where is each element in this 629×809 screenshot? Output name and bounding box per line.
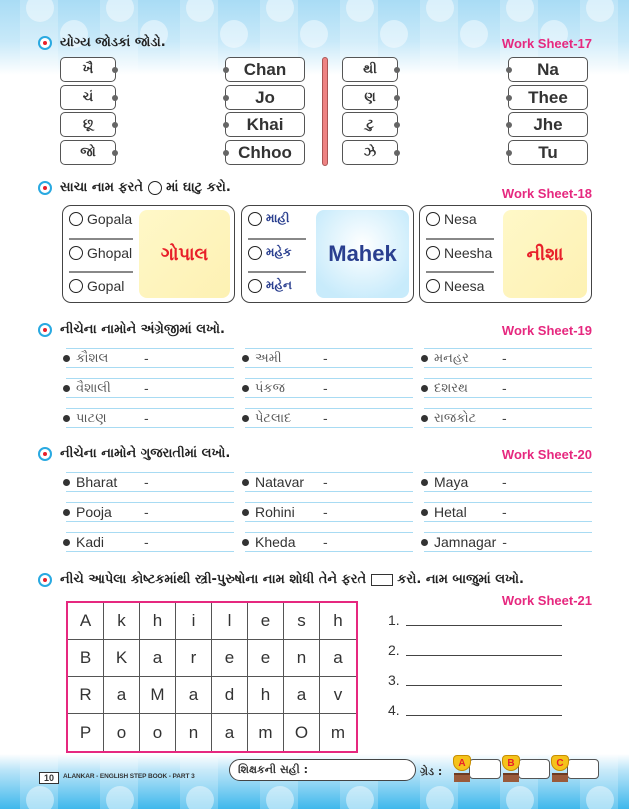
trophy-base [503,773,519,782]
connector-dot-icon[interactable] [223,67,229,73]
answer-underline [406,655,562,656]
grade-letter: B [502,755,520,771]
connector-dot-icon[interactable] [223,95,229,101]
write-line[interactable] [424,378,592,398]
worksheet-18-label: Work Sheet-18 [501,186,592,201]
name-label: અમી [255,350,282,366]
option-label: Gopal [87,278,125,294]
write-line[interactable] [245,348,413,368]
match-word: Tu [538,142,558,162]
target-bullet-icon [38,573,52,587]
option-label: માહી [266,211,290,225]
grid-cell[interactable]: a [320,640,356,677]
radio-circle-icon[interactable] [426,212,440,226]
radio-circle-icon[interactable] [426,246,440,260]
connector-dot-icon[interactable] [112,95,118,101]
circle-instruction-after: માં ઘાટુ કરો. [166,180,231,195]
grid-cell[interactable]: m [248,714,284,751]
grade-label: ગ્રેડ : [420,765,443,778]
option-label: મહેક [266,245,292,259]
bullet-icon [242,509,249,516]
target-bullet-icon [38,323,52,337]
page-number: 10 [39,772,59,784]
name-label: કૌશલ [76,350,109,366]
option-divider [426,271,494,273]
to-english-instruction: નીચેના નામોને અંગ્રેજીમાં લખો. [60,322,225,337]
trophy-icon [451,755,473,783]
bullet-icon [242,385,249,392]
dash-label: - [144,534,149,550]
left-gujarati-box[interactable] [60,85,116,110]
match-word: Jhe [533,114,563,134]
trophy-icon [500,755,522,783]
name-label: રાજકોટ [434,410,477,426]
write-line[interactable] [66,348,234,368]
option-2-3[interactable] [248,278,292,293]
left-gujarati-box[interactable] [60,112,116,137]
dash-label: - [144,504,149,520]
word-search-instruction-before: નીચે આપેલા કોષ્ટકમાંથી સ્ત્રી-પુરુષોના નામ શોધી તેને ફરતે [60,572,367,587]
match-word: ટુ [366,117,374,132]
match-word: થી [363,62,377,77]
connector-dot-icon[interactable] [506,150,512,156]
section-match-title [38,35,166,50]
answer-number: 4. [388,702,400,718]
write-line[interactable] [66,502,234,522]
box-shape-icon [371,574,393,586]
right-english-box[interactable] [508,140,588,165]
grade-checkbox[interactable] [567,759,599,779]
write-line[interactable] [424,472,592,492]
dash-label: - [323,350,328,366]
dash-label: - [144,474,149,490]
radio-circle-icon[interactable] [426,279,440,293]
to-gujarati-instruction: નીચેના નામોને ગુજરાતીમાં લખો. [60,446,231,461]
write-line[interactable] [424,408,592,428]
bullet-icon [63,355,70,362]
write-line[interactable] [245,532,413,552]
connector-dot-icon[interactable] [223,150,229,156]
target-bullet-icon [38,447,52,461]
connector-dot-icon[interactable] [223,122,229,128]
word-panel-neesha: નીશા [503,210,587,298]
match-word: Khai [246,114,284,134]
option-divider [248,238,306,240]
match-word: ચં [82,90,94,105]
match-word: જો [80,145,96,160]
connector-dot-icon[interactable] [506,122,512,128]
grade-checkbox[interactable] [469,759,501,779]
connector-dot-icon[interactable] [394,122,400,128]
option-divider [69,271,133,273]
radio-circle-icon[interactable] [69,212,83,226]
answer-underline [406,715,562,716]
answer-underline [406,685,562,686]
write-line[interactable] [245,502,413,522]
bullet-icon [242,539,249,546]
grid-cell[interactable]: n [284,640,320,677]
write-line[interactable] [424,348,592,368]
write-line[interactable] [66,378,234,398]
write-line[interactable] [66,408,234,428]
grid-cell[interactable]: a [140,640,176,677]
teacher-signature-field[interactable] [229,759,416,781]
grid-cell[interactable]: v [320,677,356,714]
right-english-box[interactable] [508,112,588,137]
answer-line[interactable] [388,612,562,628]
radio-circle-icon[interactable] [248,279,262,293]
connector-dot-icon[interactable] [112,150,118,156]
right-gujarati-box[interactable] [342,140,398,165]
dash-label: - [502,410,507,426]
option-3-1[interactable] [426,211,477,227]
write-line[interactable] [66,472,234,492]
write-line[interactable] [66,532,234,552]
dash-label: - [323,380,328,396]
bullet-icon [63,415,70,422]
bullet-icon [242,479,249,486]
answer-line[interactable] [388,642,562,658]
grid-cell[interactable]: o [104,714,140,751]
trophy-base [552,773,568,782]
right-gujarati-box[interactable] [342,85,398,110]
grid-cell[interactable]: r [176,640,212,677]
option-label: Nesa [444,211,477,227]
dash-label: - [502,504,507,520]
worksheet-19-label: Work Sheet-19 [501,323,592,338]
right-gujarati-box[interactable] [342,57,398,82]
worksheet-17-label: Work Sheet-17 [501,36,592,51]
option-label: Neesa [444,278,485,294]
teacher-signature-label: શિક્ષકની સહી : [238,763,308,776]
write-line[interactable] [245,378,413,398]
grid-cell[interactable]: k [104,603,140,640]
name-label: Kadi [76,534,105,550]
grade-checkbox[interactable] [518,759,550,779]
grid-cell[interactable]: m [330,722,346,742]
grid-cell[interactable]: P [68,714,104,751]
column-divider [322,57,328,166]
option-divider [248,271,306,273]
write-line[interactable] [245,472,413,492]
name-label: Maya [434,474,469,490]
grid-cell[interactable]: i [176,603,212,640]
bullet-icon [421,415,428,422]
grid-cell[interactable]: d [212,677,248,714]
write-line[interactable] [245,408,413,428]
grid-cell[interactable]: R [68,677,104,714]
answer-number: 3. [388,672,400,688]
word-search-grid [66,601,358,753]
option-1-1[interactable] [69,211,132,227]
grade-2 [549,755,599,783]
grid-cell[interactable]: O [284,714,320,751]
answer-underline [406,625,562,626]
answer-number: 1. [388,612,400,628]
bullet-icon [242,355,249,362]
grid-cell[interactable]: A [68,603,104,640]
match-instruction: યોગ્ય જોડકાં જોડો. [60,35,166,50]
radio-circle-icon[interactable] [69,246,83,260]
word-panel-gopal: ગોપાલ [139,210,230,298]
write-line[interactable] [424,532,592,552]
bullet-icon [421,355,428,362]
connector-dot-icon[interactable] [394,150,400,156]
worksheet-20-label: Work Sheet-20 [501,447,592,462]
right-english-box[interactable] [508,57,588,82]
dash-label: - [502,474,507,490]
grid-cell[interactable]: n [176,714,212,751]
choice-card-3 [419,205,592,303]
option-divider [69,238,133,240]
dash-label: - [323,504,328,520]
left-english-box[interactable] [225,85,305,110]
radio-circle-icon[interactable] [69,279,83,293]
option-1-2[interactable] [69,245,132,261]
match-word: ણ [364,90,376,105]
section-circle-title [38,180,231,195]
connector-dot-icon[interactable] [506,67,512,73]
name-label: Hetal [434,504,467,520]
bullet-icon [242,415,249,422]
connector-dot-icon[interactable] [394,95,400,101]
connector-dot-icon[interactable] [112,67,118,73]
left-english-box[interactable] [225,57,305,82]
grade-1 [500,755,550,783]
grid-cell[interactable]: o [140,714,176,751]
grid-cell[interactable]: M [140,677,176,714]
bullet-icon [63,479,70,486]
right-english-box[interactable] [508,85,588,110]
name-label: પંકજ [255,380,285,396]
trophy-icon [549,755,571,783]
grid-cell[interactable]: h [140,603,176,640]
trophy-base [454,773,470,782]
write-line[interactable] [424,502,592,522]
dash-label: - [502,350,507,366]
radio-circle-icon[interactable] [248,246,262,260]
name-label: Pooja [76,504,112,520]
circle-instruction-before: સાચા નામ ફરતે [60,180,144,195]
grid-cell[interactable]: a [104,677,140,714]
target-bullet-icon [38,36,52,50]
left-english-box[interactable] [225,140,305,165]
radio-circle-icon[interactable] [248,212,262,226]
word-search-instruction-after: કરો. નામ બાજુમાં લખો. [397,572,524,587]
dash-label: - [323,534,328,550]
grade-letter: C [551,755,569,771]
name-label: પાટણ [76,410,107,426]
left-gujarati-box[interactable] [60,140,116,165]
grid-cell[interactable]: h [320,603,356,640]
match-word: ઝે [363,145,377,160]
grade-letter: A [453,755,471,771]
bullet-icon [421,479,428,486]
match-word: Thee [528,87,568,107]
name-label: Bharat [76,474,118,490]
bullet-icon [63,385,70,392]
match-word: છૂ [82,117,94,132]
grid-cell[interactable]: e [248,603,284,640]
option-3-2[interactable] [426,245,492,261]
grid-cell[interactable]: l [212,603,248,640]
match-word: Chan [243,59,287,79]
bullet-icon [63,509,70,516]
connector-dot-icon[interactable] [112,122,118,128]
grid-cell[interactable]: h [248,677,284,714]
option-label: મહેન [266,278,292,292]
name-label: Kheda [255,534,296,550]
grid-cell[interactable]: e [248,640,284,677]
dash-label: - [323,474,328,490]
left-gujarati-box[interactable] [60,57,116,82]
dash-label: - [502,380,507,396]
grid-cell[interactable]: e [212,640,248,677]
option-divider [426,238,494,240]
option-label: Ghopal [87,245,133,261]
connector-dot-icon[interactable] [394,67,400,73]
name-label: Natavar [255,474,305,490]
section-to-gujarati-title [38,446,230,461]
section-to-english-title [38,322,225,337]
name-label: Rohini [255,504,295,520]
grid-cell[interactable]: s [284,603,320,640]
circle-shape-icon [148,181,162,195]
choice-card-2 [241,205,414,303]
grid-cell[interactable]: a [212,714,248,751]
match-word: Chhoo [238,142,292,162]
answer-line[interactable] [388,702,562,718]
section-word-search-title [38,572,524,587]
match-word: Jo [255,87,275,107]
bullet-icon [63,539,70,546]
grid-cell[interactable]: a [176,677,212,714]
grade-0 [451,755,501,783]
option-label: Gopala [87,211,133,227]
name-label: દશરથ [434,380,468,396]
option-2-2[interactable] [248,245,291,260]
option-label: Neesha [444,245,493,261]
dash-label: - [144,350,149,366]
dash-label: - [323,410,328,426]
name-label: Jamnagar [434,534,497,550]
bullet-icon [421,539,428,546]
worksheet-21-label: Work Sheet-21 [501,593,592,608]
bullet-icon [421,509,428,516]
option-3-3[interactable] [426,278,484,294]
connector-dot-icon[interactable] [506,95,512,101]
answer-line[interactable] [388,672,562,688]
bullet-icon [421,385,428,392]
choice-card-1 [62,205,235,303]
dash-label: - [502,534,507,550]
grid-cell[interactable]: a [284,677,320,714]
match-word: Na [537,59,559,79]
name-label: મનહર [434,350,469,366]
option-2-1[interactable] [248,211,289,226]
option-1-3[interactable] [69,278,124,294]
name-label: વૈશાલી [76,380,111,396]
left-english-box[interactable] [225,112,305,137]
target-bullet-icon [38,181,52,195]
match-word: ખૈ [82,62,94,77]
right-gujarati-box[interactable] [342,112,398,137]
dash-label: - [144,410,149,426]
book-title: ALANKAR - ENGLISH STEP BOOK - PART 3 [63,773,195,780]
grid-cell[interactable]: B [68,640,104,677]
grid-cell[interactable]: K [104,640,140,677]
word-panel-mahek: Mahek [316,210,409,298]
dash-label: - [144,380,149,396]
name-label: પેટલાદ [255,410,292,426]
answer-number: 2. [388,642,400,658]
